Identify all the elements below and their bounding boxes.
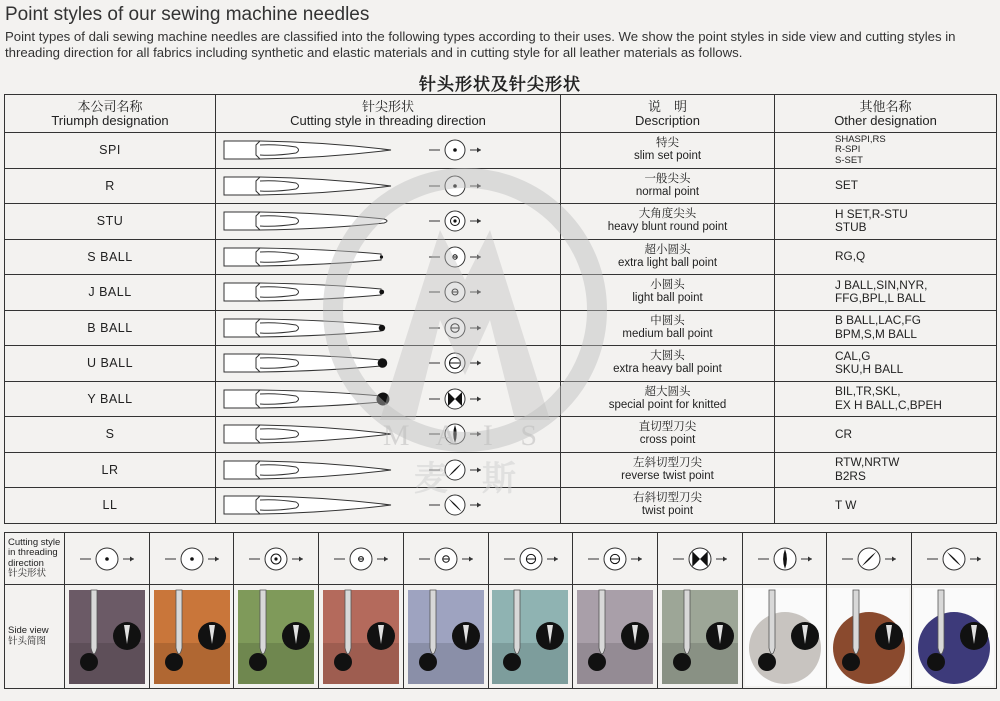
table-row [5, 239, 997, 275]
needle-ball-tip [376, 392, 389, 405]
table-row [5, 310, 997, 346]
cutting-style-symbol-cell [65, 533, 150, 585]
side-view-illustration [67, 588, 147, 686]
arrow-head [477, 503, 481, 508]
detail-circle [80, 653, 98, 671]
other-designation: B BALL,LAC,FG [835, 313, 921, 328]
needle-ball-tip [380, 255, 383, 258]
cutting-style-strip [4, 532, 997, 689]
arrow-head [477, 254, 481, 259]
detail-circle [588, 653, 606, 671]
cutting-style-row [5, 533, 997, 585]
other-designation-cell [775, 133, 997, 169]
other-designation-cell [775, 346, 997, 382]
arrow-head [215, 556, 219, 561]
other-designation-cell [775, 452, 997, 488]
description-cell [561, 452, 775, 488]
needle-diagram [216, 311, 561, 345]
cutting-style-cell [216, 417, 561, 453]
table-row [5, 452, 997, 488]
cutting-style-symbol-cell [827, 533, 912, 585]
side-view-cell [573, 585, 658, 689]
cutting-style-cell [216, 133, 561, 169]
point-dot-icon [105, 557, 109, 561]
header-cutting-en: Cutting style in threading direction [290, 112, 486, 128]
needle-code: U BALL [5, 346, 216, 382]
cutting-label-line: direction [8, 557, 44, 569]
description-cn: 中圆头 [650, 314, 685, 327]
watermark-letters: M A I S [382, 419, 548, 452]
side-view-illustration [152, 588, 232, 686]
description-cell [561, 417, 775, 453]
header-desc-cn: 说 明 [647, 98, 687, 114]
table-row [5, 133, 997, 169]
other-designation: SET [835, 178, 858, 192]
header-cutting-cn: 针尖形状 [361, 98, 414, 114]
needle-ball-tip [379, 290, 384, 295]
other-designation: EX H BALL,C,BPEH [835, 397, 942, 412]
needle-illustration [514, 590, 520, 654]
side-view-label [5, 585, 65, 689]
other-designation-cell [775, 381, 997, 417]
needle-code: R [5, 168, 216, 204]
needle-code: LL [5, 488, 216, 524]
arrow-head [477, 148, 481, 153]
cutting-style-cell [216, 452, 561, 488]
arrow-head [469, 556, 473, 561]
cutting-style-symbol [150, 534, 234, 584]
description-cell [561, 133, 775, 169]
needle-blade [224, 390, 381, 408]
needle-diagram [216, 240, 561, 274]
needle-ball-tip [379, 324, 385, 330]
needle-code: LR [5, 452, 216, 488]
cutting-style-symbol [827, 534, 911, 584]
cutting-style-symbol-cell [403, 533, 488, 585]
arrow-head [384, 556, 388, 561]
side-view-illustration [490, 588, 570, 686]
cutting-style-label [5, 533, 65, 585]
description-en: slim set point [633, 150, 702, 163]
needle-code: S [5, 417, 216, 453]
cutting-style-symbol-cell [488, 533, 573, 585]
description-en: twist point [641, 505, 694, 518]
other-designation: CAL,G [835, 348, 871, 363]
arrow-head [638, 556, 642, 561]
needle-blade [224, 177, 391, 195]
cutting-style-symbol [404, 534, 488, 584]
needle-blade [224, 248, 381, 266]
description-cell [561, 204, 775, 240]
arrow-head [554, 556, 558, 561]
description-en: extra light ball point [617, 256, 718, 269]
needle-blade [224, 212, 387, 230]
other-designation: BIL,TR,SKL, [835, 384, 901, 399]
cutting-style-symbol-cell [319, 533, 404, 585]
needle-diagram [216, 346, 561, 380]
side-view-illustration [575, 588, 655, 686]
header-cutting-style [216, 95, 561, 133]
needle-illustration [853, 590, 859, 654]
arrow-head [477, 325, 481, 330]
arrow-head [892, 556, 896, 561]
arrow-head [477, 396, 481, 401]
table-row [5, 275, 997, 311]
other-designation: J BALL,SIN,NYR, [835, 277, 928, 292]
other-designation-cell [775, 488, 997, 524]
description-cn: 小圆头 [650, 279, 685, 292]
detail-circle [503, 653, 521, 671]
needle-diagram [216, 382, 561, 416]
needle-illustration [91, 590, 97, 654]
description-cell [561, 168, 775, 204]
cutting-style-cell [216, 168, 561, 204]
other-designation: RG,Q [835, 249, 866, 263]
other-designation: SHASPI,RS [835, 133, 886, 145]
description-en: cross point [639, 434, 696, 447]
needle-point-table [4, 94, 997, 524]
description-cell [561, 310, 775, 346]
detail-circle [419, 653, 437, 671]
needle-illustration [430, 590, 436, 654]
arrow-head [130, 556, 134, 561]
watermark-cn: 麦 斯 [414, 459, 516, 499]
needle-code: SPI [5, 133, 216, 169]
needle-illustration [938, 590, 944, 654]
other-designation: SKU,H BALL [835, 362, 904, 377]
point-dot-icon [275, 557, 278, 560]
side-view-cell [488, 585, 573, 689]
chinese-title: 针头形状及针尖形状 [419, 75, 581, 94]
needle-illustration [599, 590, 605, 654]
other-designation: S-SET [835, 154, 863, 166]
cutting-style-symbol [743, 534, 827, 584]
arrow-head [477, 432, 481, 437]
needle-blade [224, 461, 391, 479]
side-view-cell [234, 585, 319, 689]
detail-circle [842, 653, 860, 671]
needle-code: B BALL [5, 310, 216, 346]
cutting-style-cell [216, 310, 561, 346]
cutting-style-cell [216, 346, 561, 382]
detail-circle [758, 653, 776, 671]
detail-circle [249, 653, 267, 671]
cutting-style-symbol [658, 534, 742, 584]
description-en: heavy blunt round point [607, 221, 728, 234]
cutting-style-cell [216, 204, 561, 240]
needle-illustration [684, 590, 690, 654]
cutting-style-symbol-cell [234, 533, 319, 585]
arrow-head [477, 467, 481, 472]
other-designation-cell [775, 310, 997, 346]
side-view-cell [658, 585, 743, 689]
needle-diagram [216, 453, 561, 487]
description-en: normal point [635, 185, 700, 198]
cutting-style-symbol-cell [742, 533, 827, 585]
side-view-cell [149, 585, 234, 689]
cutting-style-symbol [319, 534, 403, 584]
side-view-cell [319, 585, 404, 689]
cutting-style-cell [216, 239, 561, 275]
side-view-row [5, 585, 997, 689]
other-designation: R-SPI [835, 144, 861, 155]
needle-code: S BALL [5, 239, 216, 275]
description-en: light ball point [632, 292, 703, 305]
other-designation: RTW,NRTW [835, 455, 900, 470]
side-view-illustration [914, 588, 994, 686]
needle-blade [224, 354, 381, 372]
other-designation: H SET,R-STU [835, 206, 908, 221]
table-row [5, 346, 997, 382]
other-designation-cell [775, 204, 997, 240]
side-view-cell [65, 585, 150, 689]
needle-blade [224, 283, 381, 301]
side-view-illustration [829, 588, 909, 686]
header-other [775, 95, 997, 133]
side-view-cell [912, 585, 997, 689]
cutting-style-symbol-cell [149, 533, 234, 585]
description-en: extra heavy ball point [613, 363, 722, 376]
description-cell [561, 346, 775, 382]
side-view-illustration [406, 588, 486, 686]
cutting-label-line: in threading [8, 547, 58, 558]
detail-circle [334, 653, 352, 671]
needle-diagram [216, 417, 561, 451]
arrow-head [477, 290, 481, 295]
header-desc-en: Description [634, 112, 701, 128]
description-cn: 一般尖头 [644, 172, 691, 185]
cutting-style-cell [216, 488, 561, 524]
side-view-illustration [236, 588, 316, 686]
cutting-style-symbol-cell [912, 533, 997, 585]
needle-blade [224, 496, 391, 514]
other-designation: CR [835, 426, 853, 441]
needle-illustration [260, 590, 266, 654]
point-dot-icon [190, 557, 194, 561]
cutting-style-symbol [65, 534, 149, 584]
point-dot-icon [453, 219, 456, 222]
description-en: reverse twist point [621, 469, 714, 482]
needle-code: J BALL [5, 275, 216, 311]
header-other-cn: 其他名称 [859, 98, 912, 114]
point-dot-icon [453, 148, 457, 152]
other-designation-cell [775, 239, 997, 275]
side-label-line: Side view [8, 625, 49, 636]
table-row [5, 204, 997, 240]
table-header [5, 95, 997, 133]
cutting-style-cell [216, 381, 561, 417]
other-designation: BPM,S,M BALL [835, 326, 917, 341]
arrow-head [299, 556, 303, 561]
header-designation-en: Triumph designation [51, 112, 169, 128]
needle-blade [224, 319, 381, 337]
other-designation: FFG,BPL,L BALL [835, 291, 926, 306]
other-designation-cell [775, 168, 997, 204]
description-en: medium ball point [622, 327, 713, 340]
side-view-cell [403, 585, 488, 689]
description-cell [561, 488, 775, 524]
needle-code: STU [5, 204, 216, 240]
needle-diagram [216, 204, 561, 238]
needle-blade [224, 425, 391, 443]
description-en: special point for knitted [608, 398, 727, 411]
detail-circle [927, 653, 945, 671]
side-label-line: 针头简图 [8, 635, 47, 647]
cutting-style-symbol [573, 534, 657, 584]
needle-illustration [345, 590, 351, 654]
cutting-style-symbol-cell [573, 533, 658, 585]
needle-blade [224, 141, 391, 159]
table-row [5, 168, 997, 204]
other-designation-cell [775, 275, 997, 311]
needle-illustration [176, 590, 182, 654]
cutting-label-line: 针尖形状 [8, 568, 47, 579]
header-other-en: Other designation [834, 112, 937, 128]
table-row [5, 381, 997, 417]
description-cn: 特尖 [656, 137, 679, 150]
needle-diagram [216, 488, 561, 522]
description-cell [561, 381, 775, 417]
description-cn: 直切型刀尖 [638, 421, 697, 434]
side-view-illustration [321, 588, 401, 686]
arrow-head [808, 556, 812, 561]
description-cn: 右斜切型刀尖 [633, 492, 702, 505]
table-row [5, 417, 997, 453]
side-view-cell [827, 585, 912, 689]
cutting-style-symbol [234, 534, 318, 584]
description-cn: 大角度尖头 [638, 208, 697, 221]
point-dot-icon [453, 184, 457, 188]
description-cn: 大圆头 [650, 350, 685, 363]
header-designation-cn: 本公司名称 [77, 98, 143, 114]
needle-diagram [216, 133, 561, 167]
description-cell [561, 275, 775, 311]
arrow-head [477, 361, 481, 366]
intro-paragraph: Point types of dali sewing machine needles are classified into the following types according to their uses. We show the point styles in side view and cutting styles in threading direction for all fabrics including synthetic and elastic materials and in cutting style for all leather materials as follows. [5, 29, 956, 60]
needle-diagram [216, 275, 561, 309]
other-designation: T W [835, 497, 857, 512]
side-view-cell [742, 585, 827, 689]
cutting-style-cell [216, 275, 561, 311]
other-designation: STUB [835, 220, 867, 235]
needle-diagram [216, 169, 561, 203]
arrow-head [723, 556, 727, 561]
header-designation [5, 95, 216, 133]
arrow-head [977, 556, 981, 561]
table-row [5, 488, 997, 524]
other-designation-cell [775, 417, 997, 453]
detail-circle [165, 653, 183, 671]
needle-illustration [769, 590, 775, 654]
description-cn: 超小圆头 [644, 243, 691, 256]
arrow-head [477, 183, 481, 188]
description-cell [561, 239, 775, 275]
side-view-illustration [660, 588, 740, 686]
needle-code: Y BALL [5, 381, 216, 417]
arrow-head [477, 219, 481, 224]
side-view-illustration [745, 588, 825, 686]
cutting-style-symbol [489, 534, 573, 584]
cutting-style-symbol [912, 534, 996, 584]
description-cn: 左斜切型刀尖 [633, 456, 702, 469]
description-cn: 超大圆头 [644, 385, 691, 398]
needle-ball-tip [378, 358, 388, 368]
cutting-style-symbol-cell [658, 533, 743, 585]
cutting-label-line: Cutting style [8, 536, 61, 548]
detail-circle [673, 653, 691, 671]
other-designation: B2RS [835, 468, 866, 483]
header-description [561, 95, 775, 133]
page-title: Point styles of our sewing machine needles [5, 4, 370, 25]
